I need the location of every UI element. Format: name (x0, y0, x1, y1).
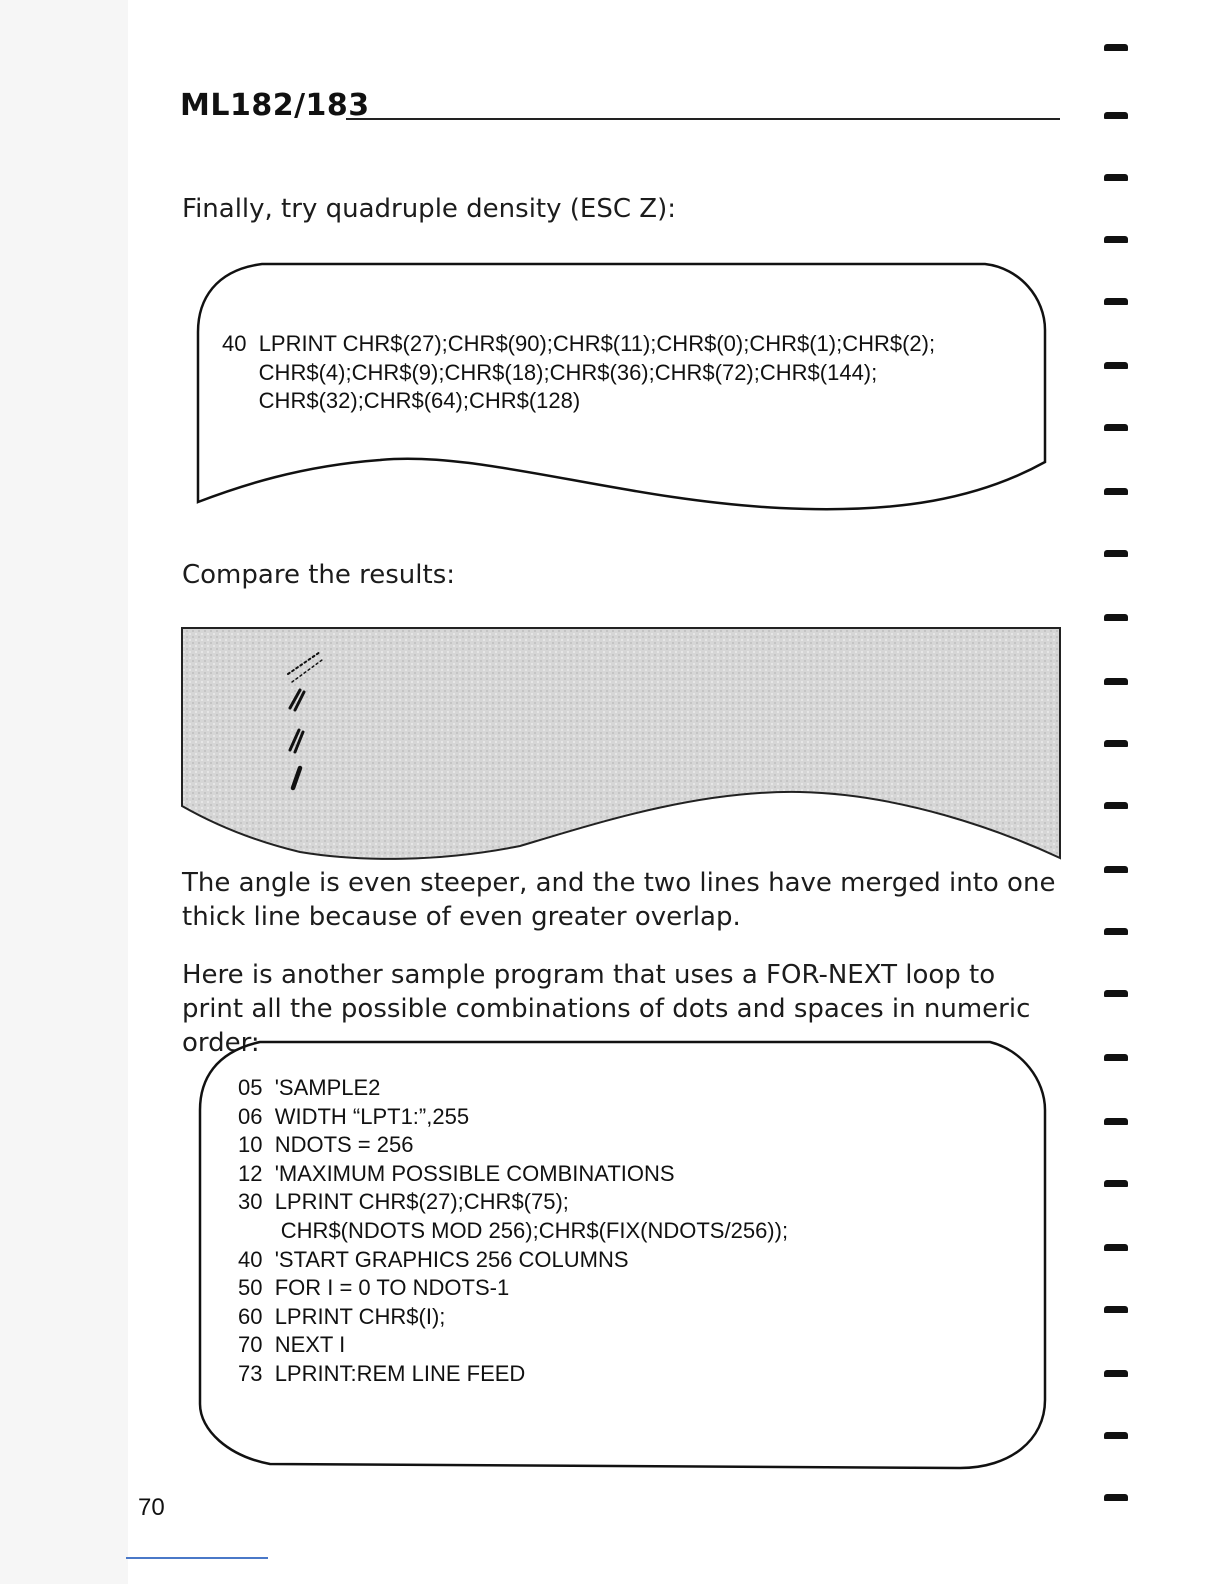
feed-tab (1104, 112, 1128, 119)
code-line: CHR$(4);CHR$(9);CHR$(18);CHR$(36);CHR$(72);CHR$(144); (222, 359, 878, 385)
feed-tab (1104, 1306, 1128, 1313)
code-line: 50 FOR I = 0 TO NDOTS-1 (238, 1275, 510, 1301)
angle-paragraph: The angle is even steeper, and the two lines have merged into one thick line because of even greater overlap. (182, 868, 1056, 932)
feed-tab (1104, 1432, 1128, 1439)
feed-tab (1104, 802, 1128, 809)
code-line: CHR$(NDOTS MOD 256);CHR$(FIX(NDOTS/256)); (238, 1217, 789, 1243)
feed-tab (1104, 614, 1128, 621)
page-header-title: ML182/183 (180, 88, 370, 123)
feed-tab (1104, 236, 1128, 243)
code-line: 05 'SAMPLE2 (238, 1075, 381, 1100)
feed-tab (1104, 298, 1128, 305)
code-line: 12 'MAXIMUM POSSIBLE COMBINATIONS (238, 1160, 675, 1186)
code-line: 10 NDOTS = 256 (238, 1132, 414, 1158)
code-line: 30 LPRINT CHR$(27);CHR$(75); (238, 1189, 569, 1215)
feed-tab (1104, 990, 1128, 997)
code-line: CHR$(32);CHR$(64);CHR$(128) (222, 388, 581, 414)
feed-tab (1104, 550, 1128, 557)
feed-tab (1104, 740, 1128, 747)
code-line: 40 'START GRAPHICS 256 COLUMNS (238, 1246, 629, 1272)
another-paragraph: Here is another sample program that uses a FOR-NEXT loop to print all the possible combinations of dots and spaces in numeric order: (182, 960, 1031, 1058)
feed-tab (1104, 174, 1128, 181)
feed-tab (1104, 1180, 1128, 1187)
code-line: 70 NEXT I (238, 1332, 346, 1358)
code-line: 60 LPRINT CHR$(I); (238, 1303, 446, 1329)
feed-tab (1104, 1244, 1128, 1251)
footer-rule (126, 1557, 268, 1559)
feed-tab (1104, 44, 1128, 51)
code-block-2 (238, 1074, 788, 1389)
compare-paragraph: Compare the results: (182, 560, 455, 590)
feed-tab (1104, 678, 1128, 685)
feed-tab (1104, 362, 1128, 369)
feed-tab (1104, 488, 1128, 495)
code-line: 73 LPRINT:REM LINE FEED (238, 1360, 526, 1386)
code-line: 06 WIDTH “LPT1:”,255 (238, 1103, 470, 1129)
feed-tab (1104, 1118, 1128, 1125)
intro-paragraph: Finally, try quadruple density (ESC Z): (182, 194, 676, 224)
code-line: 40 LPRINT CHR$(27);CHR$(90);CHR$(11);CHR$(0);CHR$(1);CHR$(2); (222, 331, 936, 356)
feed-tab (1104, 1370, 1128, 1377)
feed-tab (1104, 424, 1128, 431)
page-number: 70 (138, 1494, 165, 1521)
feed-tab (1104, 928, 1128, 935)
feed-tab (1104, 866, 1128, 873)
feed-tab (1104, 1494, 1128, 1501)
feed-tab (1104, 1054, 1128, 1061)
